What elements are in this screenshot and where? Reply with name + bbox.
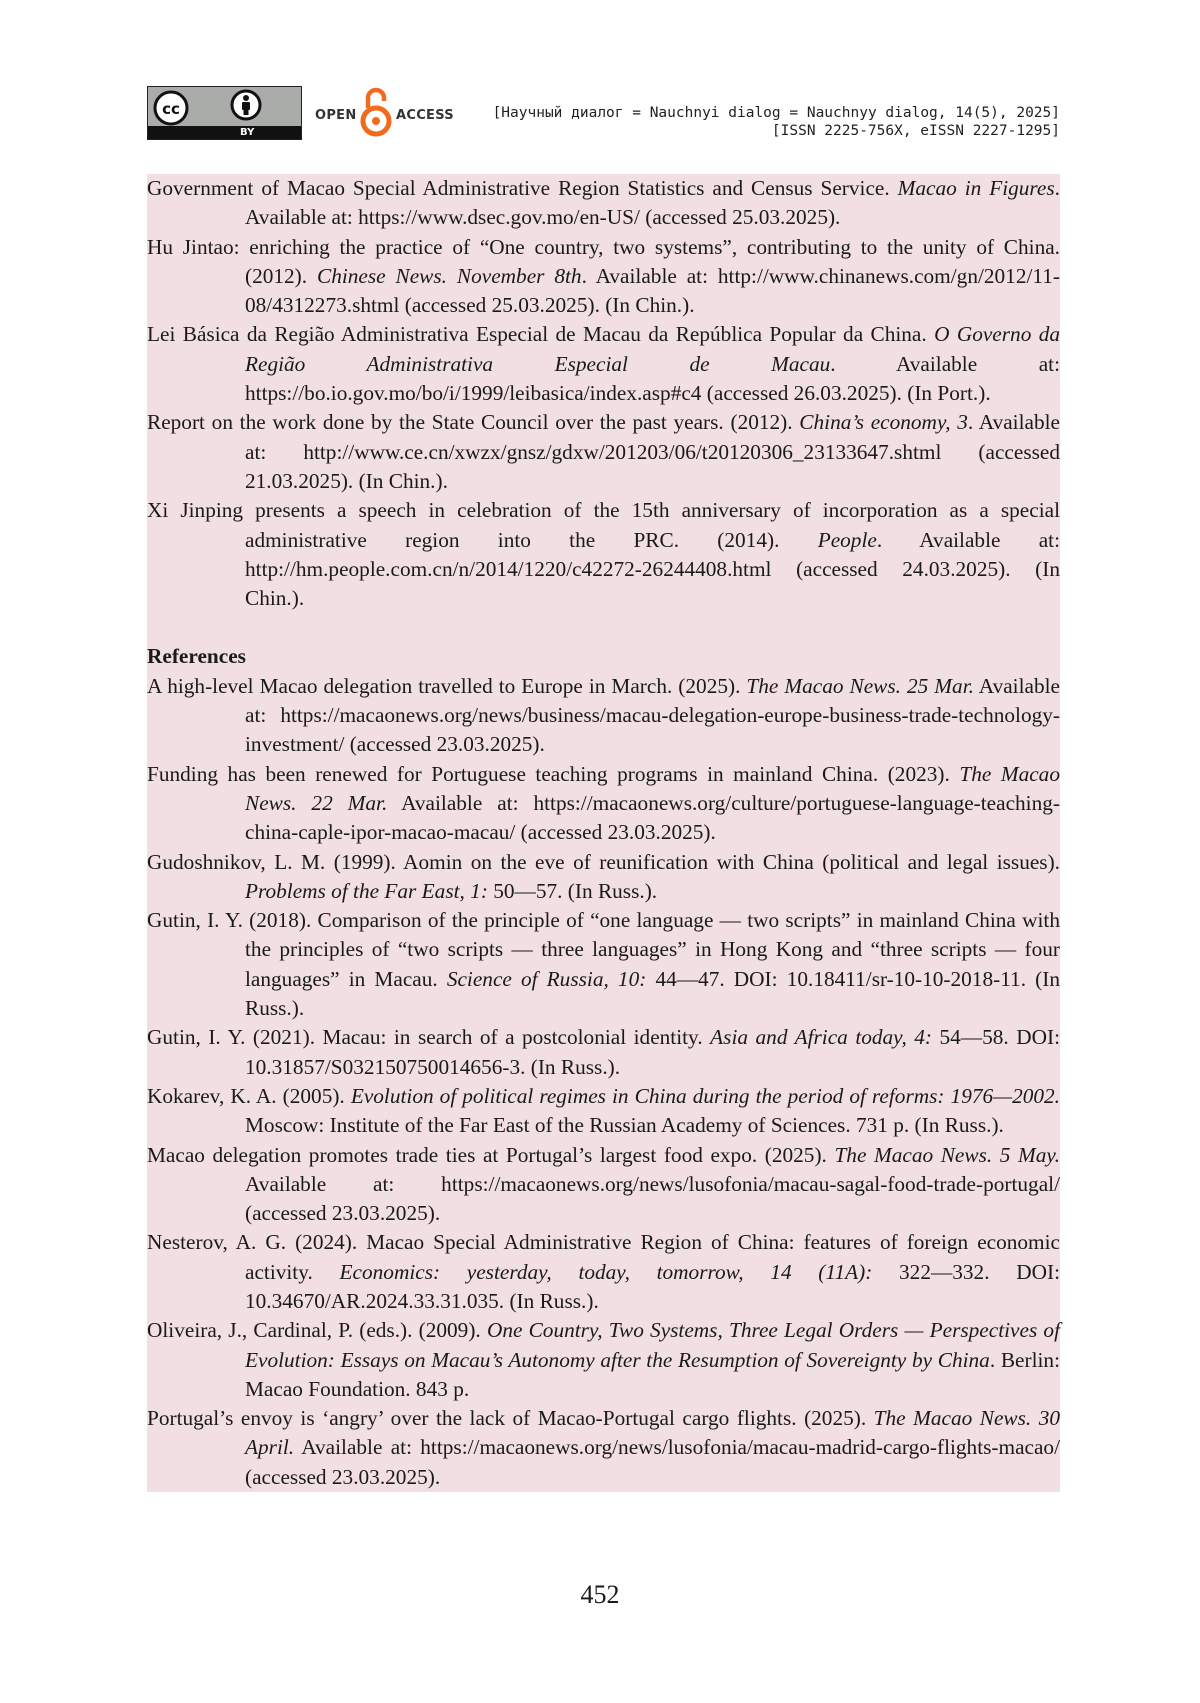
journal-issn-line: [ISSN 2225-756X, eISSN 2227-1295]	[771, 123, 1060, 139]
reference-entry	[147, 906, 1060, 1023]
reference-entry	[147, 320, 1060, 408]
reference-source-title: China’s economy, 3	[799, 410, 968, 435]
svg-text:cc: cc	[162, 100, 180, 118]
reference-source-title: The Macao News. 25 Mar.	[746, 673, 974, 698]
reference-details: . Berlin: Macao Foundation. 843 p.	[245, 1347, 1060, 1401]
reference-text: Gutin, I. Y. (2021). Macau: in search of a postcolonial identity.	[147, 1025, 711, 1050]
reference-text: Gutin, I. Y. (2018). Comparison of the principle of “one language — two scripts” in mainland China with the principles of “two scripts — three languages” in Hong Kong and “three scripts — four languages” in Macau.	[147, 908, 1060, 991]
reference-entry	[147, 848, 1060, 907]
reference-text: Nesterov, A. G. (2024). Macao Special Administrative Region of China: features of foreign economic activity.	[147, 1230, 1060, 1284]
reference-entry	[147, 233, 1060, 321]
reference-text: Government of Macao Special Administrative Region Statistics and Census Service.	[147, 176, 898, 200]
reference-text: Report on the work done by the State Council over the past years. (2012).	[147, 410, 800, 435]
reference-details: . Available at: http://hm.people.com.cn/n/2014/1220/c42272-26244408.html (accessed 24.03.2025). (In Chin.).	[245, 527, 1061, 611]
reference-source-title: The Macao News. 22 Mar.	[245, 761, 1060, 815]
reference-text: Kokarev, K. A. (2005).	[147, 1083, 351, 1108]
reference-details: . Available at: https://www.dsec.gov.mo/en-US/ (accessed 25.03.2025).	[245, 176, 1060, 230]
reference-text: Xi Jinping presents a speech in celebration of the 15th anniversary of incorporation as a special administrative region into the PRC. (2014).	[147, 498, 1060, 552]
reference-source-title: People	[817, 527, 877, 552]
reference-details: . Available at: https://bo.io.gov.mo/bo/i/1999/leibasica/index.asp#c4 (accessed 26.03.2025). (In Port.).	[245, 351, 1061, 406]
reference-text: Oliveira, J., Cardinal, P. (eds.). (2009).	[147, 1318, 487, 1343]
reference-details: Available at: https://macaonews.org/news/lusofonia/macau-madrid-cargo-flights-macao/ (accessed 23.03.2025).	[245, 1435, 1060, 1489]
reference-details: Available at: https://macaonews.org/culture/portuguese-language-teaching-china-caple-ipor-macao-macau/ (accessed 23.03.2025).	[245, 790, 1060, 845]
reference-details: Moscow: Institute of the Far East of the Russian Academy of Sciences. 731 p. (In Russ.).	[245, 1113, 1004, 1138]
creative-commons-icon	[153, 90, 189, 126]
page-header	[147, 86, 1060, 142]
reference-text: Hu Jintao: enriching the practice of “One country, two systems”, contributing to the unity of China. (2012).	[147, 234, 1060, 288]
reference-details: 44—47. DOI: 10.18411/sr-10-10-2018-11. (In Russ.).	[245, 966, 1060, 1021]
reference-details: 54—58. DOI: 10.31857/S032150750014656-3. (In Russ.).	[245, 1025, 1061, 1079]
references-list	[147, 672, 1060, 1492]
reference-text: Funding has been renewed for Portuguese teaching programs in mainland China. (2023).	[147, 761, 960, 786]
reference-details: Available at: https://macaonews.org/news/business/macau-delegation-europe-business-trade-technology-investment/ (accessed 23.03.2025).	[245, 673, 1060, 757]
reference-entry	[147, 760, 1060, 848]
reference-text: Portugal’s envoy is ‘angry’ over the lack of Macao-Portugal cargo flights. (2025).	[147, 1406, 874, 1431]
reference-source-title: Problems of the Far East, 1:	[245, 878, 488, 903]
reference-source-title: Science of Russia, 10:	[446, 966, 647, 991]
reference-entry	[147, 1404, 1060, 1492]
section-spacer	[147, 613, 1060, 642]
reference-entry	[147, 1023, 1060, 1082]
reference-details: 322—332. DOI: 10.34670/AR.2024.33.31.035. (In Russ.).	[245, 1259, 1061, 1313]
open-access-right-text: ACCESS	[396, 108, 454, 123]
sources-list	[147, 174, 1060, 613]
reference-entry	[147, 496, 1060, 613]
reference-details: Available at: https://macaonews.org/news/lusofonia/macau-sagal-food-trade-portugal/ (accessed 23.03.2025).	[245, 1171, 1060, 1226]
reference-source-title: Chinese News. November 8th	[317, 263, 582, 288]
open-access-left-text: OPEN	[315, 108, 357, 123]
reference-entry	[147, 1316, 1060, 1404]
reference-source-title: One Country, Two Systems, Three Legal Orders — Perspectives of Evolution: Essays on Macau’s Autonomy after the Resumption of Sovereignty by China	[245, 1318, 1060, 1372]
journal-citation-line: [Научный диалог = Nauchnyi dialog = Nauchnyy dialog, 14(5), 2025]	[492, 105, 1060, 121]
page-number: 452	[580, 1580, 620, 1609]
cc-by-license-badge[interactable]	[147, 86, 302, 140]
reference-text: A high-level Macao delegation travelled to Europe in March. (2025).	[147, 673, 747, 698]
reference-entry	[147, 1082, 1060, 1141]
references-heading: References	[147, 644, 246, 669]
reference-text: Lei Básica da Região Administrativa Especial de Macau da República Popular da China.	[147, 322, 935, 347]
reference-text: Macao delegation promotes trade ties at Portugal’s largest food expo. (2025).	[147, 1142, 835, 1167]
reference-entry	[147, 174, 1060, 233]
reference-entry	[147, 408, 1060, 496]
reference-source-title: The Macao News. 5 May.	[834, 1142, 1060, 1167]
reference-details: . Available at: http://www.chinanews.com/gn/2012/11-08/4312273.shtml (accessed 25.03.2025). (In Chin.).	[245, 263, 1060, 318]
reference-details: . Available at: http://www.ce.cn/xwzx/gnsz/gdxw/201203/06/t20120306_23133647.shtml (accessed 21.03.2025). (In Chin.).	[245, 410, 1060, 493]
reference-text: Gudoshnikov, L. M. (1999). Aomin on the eve of reunification with China (political and legal issues).	[147, 849, 1060, 874]
open-lock-icon	[359, 86, 393, 138]
reference-source-title: Economics: yesterday, today, tomorrow, 14 (11A):	[339, 1259, 873, 1284]
reference-entry	[147, 1228, 1060, 1316]
reference-source-title: Asia and Africa today, 4:	[710, 1025, 933, 1050]
reference-details: 50—57. (In Russ.).	[487, 878, 658, 903]
license-label-bar	[148, 126, 301, 139]
reference-source-title: Macao in Figures	[897, 176, 1055, 200]
license-label: BY	[240, 127, 255, 138]
attribution-person-icon	[230, 89, 262, 121]
reference-entry	[147, 672, 1060, 760]
journal-citation	[493, 104, 1060, 140]
reference-entry	[147, 1141, 1060, 1229]
reference-source-title: The Macao News. 30 April.	[245, 1406, 1061, 1460]
reference-source-title: Evolution of political regimes in China during the period of reforms: 1976—2002.	[350, 1083, 1060, 1108]
reference-list-block	[147, 174, 1060, 1492]
reference-source-title: O Governo da Região Administrativa Especial de Macau	[245, 322, 1061, 376]
